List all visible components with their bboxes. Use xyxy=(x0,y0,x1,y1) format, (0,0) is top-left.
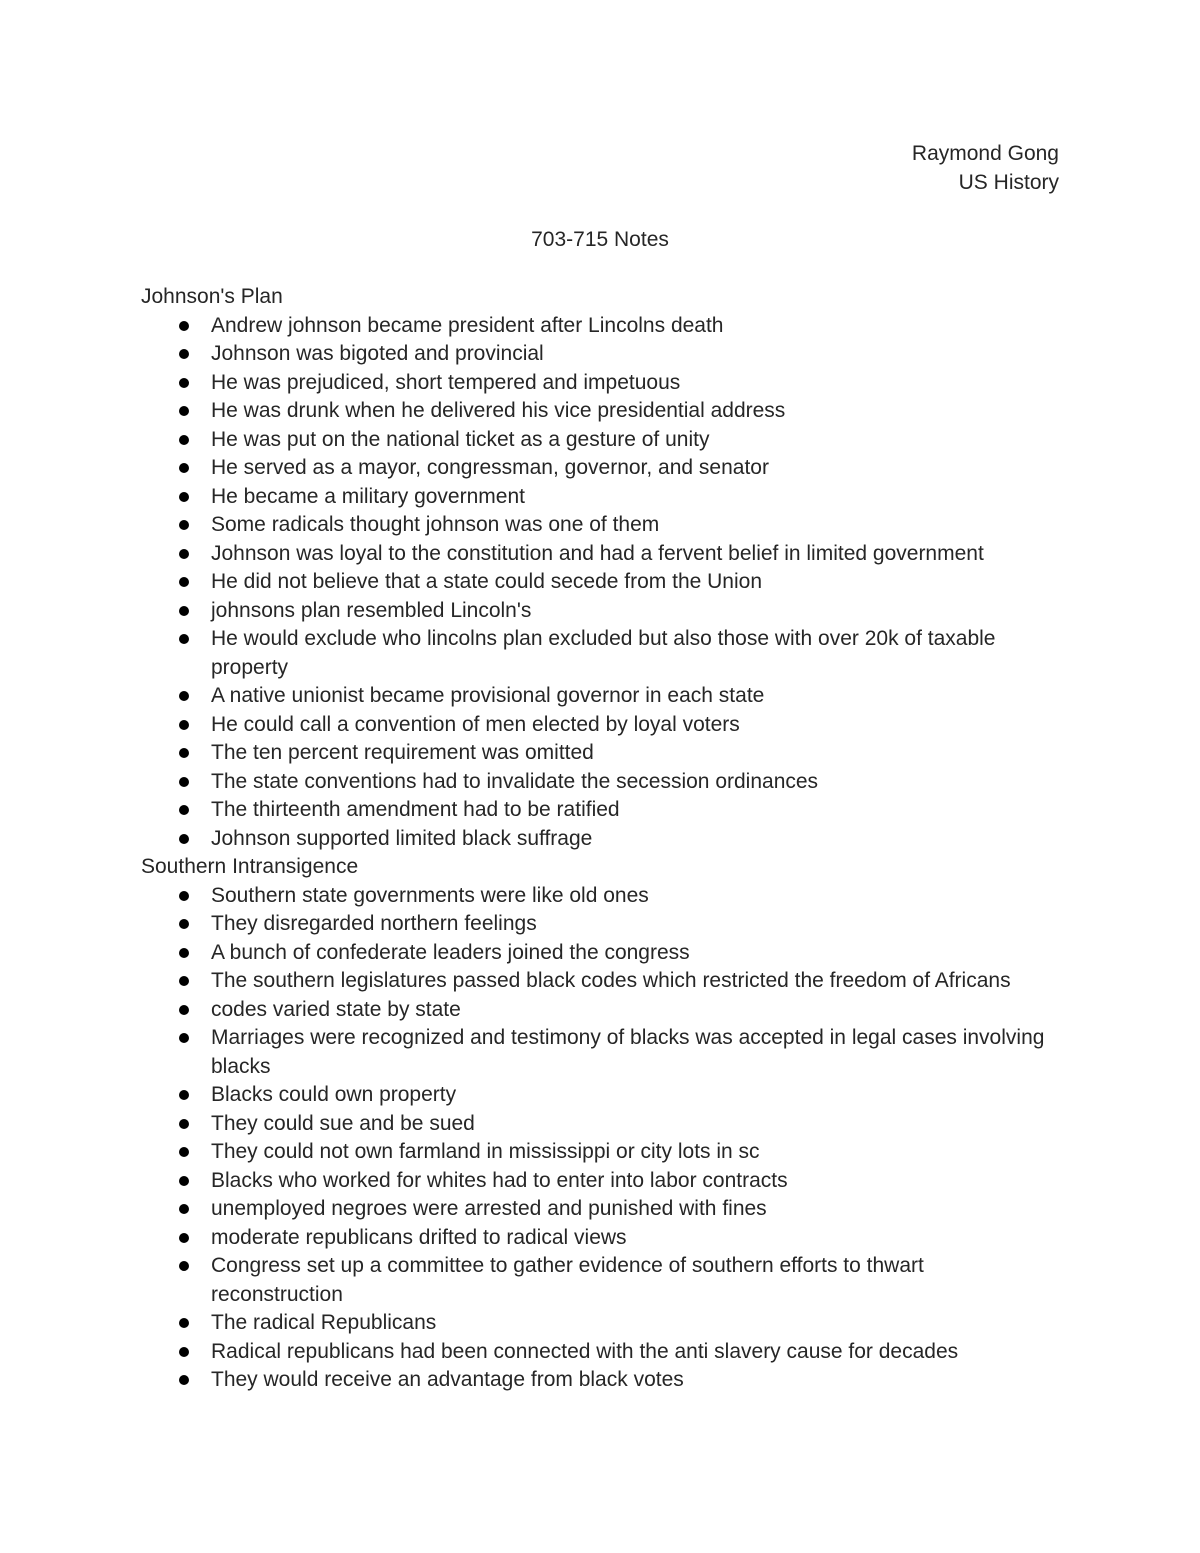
bullet-icon xyxy=(179,720,189,730)
list-item xyxy=(211,882,1059,911)
bullet-icon xyxy=(179,1005,189,1015)
list-item-text: The southern legislatures passed black codes which restricted the freedom of Africans xyxy=(211,969,1011,992)
bullet-icon xyxy=(179,1204,189,1214)
section-southern-intransigence xyxy=(141,853,1059,1395)
document-header xyxy=(912,140,1059,197)
list-item xyxy=(211,1366,1059,1395)
list-item xyxy=(211,1252,1059,1309)
bullet-list xyxy=(141,312,1059,854)
list-item-text: He served as a mayor, congressman, governor, and senator xyxy=(211,456,769,479)
list-item xyxy=(211,967,1059,996)
list-item xyxy=(211,483,1059,512)
list-item xyxy=(211,340,1059,369)
list-item xyxy=(211,1110,1059,1139)
bullet-icon xyxy=(179,549,189,559)
list-item-text: unemployed negroes were arrested and punished with fines xyxy=(211,1197,767,1220)
bullet-icon xyxy=(179,1375,189,1385)
bullet-icon xyxy=(179,976,189,986)
list-item xyxy=(211,397,1059,426)
bullet-icon xyxy=(179,1176,189,1186)
bullet-icon xyxy=(179,1347,189,1357)
list-item-text: They would receive an advantage from black votes xyxy=(211,1368,684,1391)
list-item-text: Blacks who worked for whites had to enter into labor contracts xyxy=(211,1168,788,1192)
list-item-text: moderate republicans drifted to radical views xyxy=(211,1225,627,1249)
list-item-text: The state conventions had to invalidate the secession ordinances xyxy=(211,769,819,793)
list-item-text: The radical Republicans xyxy=(211,1311,437,1334)
bullet-icon xyxy=(179,777,189,787)
list-item xyxy=(211,939,1059,968)
bullet-icon xyxy=(179,577,189,587)
list-item-text: Blacks could own property xyxy=(211,1083,457,1106)
bullet-icon xyxy=(179,1233,189,1243)
list-item xyxy=(211,1167,1059,1196)
list-item xyxy=(211,426,1059,455)
list-item-text: Radical republicans had been connected with the anti slavery cause for decades xyxy=(211,1339,959,1363)
bullet-list xyxy=(141,882,1059,1395)
course-name: US History xyxy=(958,170,1059,194)
bullet-icon xyxy=(179,1090,189,1100)
bullet-icon xyxy=(179,948,189,958)
list-item-text: Andrew johnson became president after Lincolns death xyxy=(211,313,724,337)
list-item-text: He was put on the national ticket as a gesture of unity xyxy=(211,427,710,451)
list-item-text: He was prejudiced, short tempered and impetuous xyxy=(211,370,681,394)
bullet-icon xyxy=(179,805,189,815)
bullet-icon xyxy=(179,463,189,473)
list-item-text: Southern state governments were like old ones xyxy=(211,883,649,907)
list-item xyxy=(211,768,1059,797)
bullet-icon xyxy=(179,492,189,502)
bullet-icon xyxy=(179,1119,189,1129)
bullet-icon xyxy=(179,919,189,929)
list-item-text: He could call a convention of men elected by loyal voters xyxy=(211,712,740,736)
notes-body xyxy=(141,283,1059,1395)
bullet-icon xyxy=(179,435,189,445)
list-item-text: A bunch of confederate leaders joined the congress xyxy=(211,940,690,964)
list-item xyxy=(211,1309,1059,1338)
list-item xyxy=(211,454,1059,483)
list-item-text: The ten percent requirement was omitted xyxy=(211,741,594,764)
bullet-icon xyxy=(179,891,189,901)
author-name: Raymond Gong xyxy=(911,142,1059,165)
list-item-text: Johnson was bigoted and provincial xyxy=(211,342,544,365)
bullet-icon xyxy=(179,1318,189,1328)
bullet-icon xyxy=(179,691,189,701)
list-item-text: Congress set up a committee to gather evidence of southern efforts to thwart reconstruction xyxy=(211,1254,924,1306)
list-item-text: A native unionist became provisional governor in each state xyxy=(211,684,765,707)
bullet-icon xyxy=(179,1261,189,1271)
list-item xyxy=(211,597,1059,626)
list-item xyxy=(211,312,1059,341)
list-item xyxy=(211,910,1059,939)
list-item xyxy=(211,1195,1059,1224)
list-item-text: He was drunk when he delivered his vice presidential address xyxy=(211,399,786,422)
section-johnsons-plan xyxy=(141,283,1059,853)
bullet-icon xyxy=(179,606,189,616)
list-item xyxy=(211,568,1059,597)
list-item-text: codes varied state by state xyxy=(211,997,461,1021)
list-item xyxy=(211,625,1059,682)
list-item-text: They could sue and be sued xyxy=(211,1111,475,1135)
list-item-text: Some radicals thought johnson was one of them xyxy=(211,513,660,536)
list-item xyxy=(211,1338,1059,1367)
list-item xyxy=(211,1138,1059,1167)
bullet-icon xyxy=(179,406,189,416)
bullet-icon xyxy=(179,378,189,388)
list-item xyxy=(211,825,1059,854)
bullet-icon xyxy=(179,1033,189,1043)
list-item-text: Marriages were recognized and testimony of blacks was accepted in legal cases involving blacks xyxy=(211,1026,1045,1078)
bullet-icon xyxy=(179,520,189,530)
bullet-icon xyxy=(179,1147,189,1157)
list-item xyxy=(211,739,1059,768)
list-item xyxy=(211,682,1059,711)
document-title: 703-715 Notes xyxy=(531,228,669,251)
list-item-text: Johnson was loyal to the constitution and had a fervent belief in limited government xyxy=(211,541,984,565)
list-item xyxy=(211,511,1059,540)
list-item-text: The thirteenth amendment had to be ratified xyxy=(211,798,620,821)
list-item xyxy=(211,796,1059,825)
list-item-text: He would exclude who lincolns plan excluded but also those with over 20k of taxable property xyxy=(211,627,996,679)
section-heading: Johnson's Plan xyxy=(141,285,283,308)
list-item xyxy=(211,711,1059,740)
list-item-text: johnsons plan resembled Lincoln's xyxy=(211,598,532,622)
list-item-text: Johnson supported limited black suffrage xyxy=(211,826,593,850)
list-item-text: They could not own farmland in mississippi or city lots in sc xyxy=(211,1140,760,1163)
list-item xyxy=(211,540,1059,569)
list-item xyxy=(211,1224,1059,1253)
list-item xyxy=(211,369,1059,398)
bullet-icon xyxy=(179,748,189,758)
list-item-text: He became a military government xyxy=(211,484,525,508)
section-heading: Southern Intransigence xyxy=(141,855,359,878)
list-item xyxy=(211,996,1059,1025)
list-item-text: They disregarded northern feelings xyxy=(211,912,537,935)
list-item xyxy=(211,1024,1059,1081)
bullet-icon xyxy=(179,349,189,359)
bullet-icon xyxy=(179,834,189,844)
list-item-text: He did not believe that a state could secede from the Union xyxy=(211,570,763,593)
bullet-icon xyxy=(179,634,189,644)
bullet-icon xyxy=(179,321,189,331)
list-item xyxy=(211,1081,1059,1110)
